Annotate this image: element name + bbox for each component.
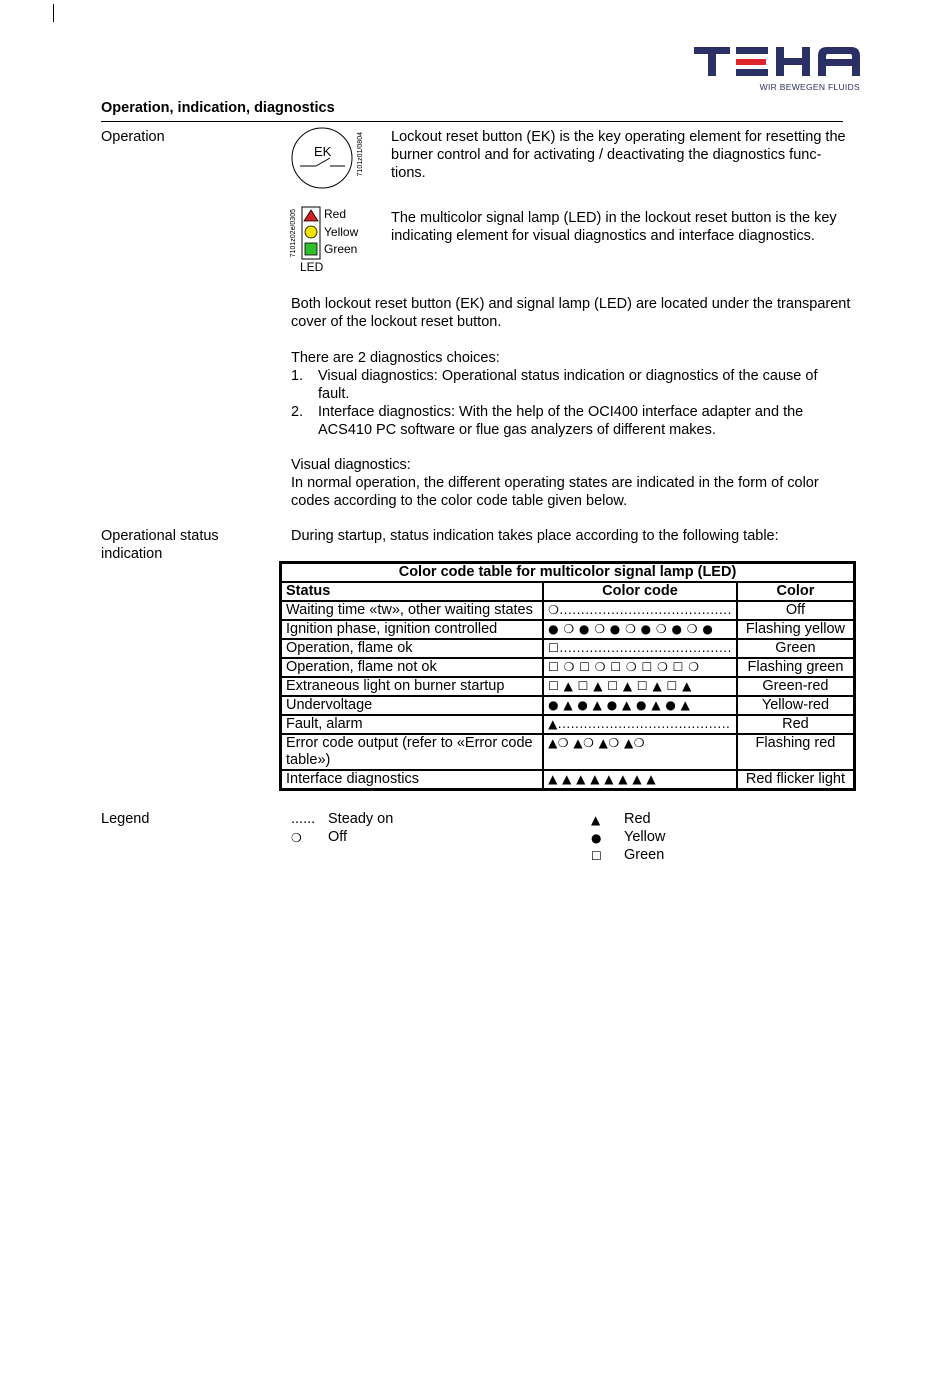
cell-status: Ignition phase, ignition controlled <box>281 620 543 639</box>
text-line: Visual diagnostics: Operational status indication or diagnostics of the cause of <box>318 368 818 384</box>
logo-tagline: WIR BEWEGEN FLUIDS <box>759 82 860 92</box>
text-line: Error code output (refer to «Error code <box>286 735 533 751</box>
cell-status: Waiting time «tw», other waiting states <box>281 601 543 620</box>
square-icon: ☐ <box>591 849 602 863</box>
table-row <box>281 715 854 734</box>
triangle-icon: ▲ <box>591 813 601 827</box>
led-description <box>391 209 846 245</box>
cell-status <box>281 734 543 770</box>
table-row <box>281 620 854 639</box>
choices-list <box>291 367 851 439</box>
legend-text: Steady on <box>328 811 394 827</box>
legend-text: Yellow <box>624 829 666 845</box>
teha-logo <box>694 44 862 94</box>
list-number: 1. <box>291 368 304 384</box>
table-row <box>281 734 854 770</box>
color-code-table <box>279 561 856 791</box>
ek-label: EK <box>314 144 332 159</box>
table-row <box>281 639 854 658</box>
text-line: indication <box>101 546 163 562</box>
cell-status: Operation, flame ok <box>281 639 543 658</box>
cell-color: Flashing yellow <box>737 620 854 639</box>
legend-text: Red <box>624 811 651 827</box>
text-line: Interface diagnostics: With the help of the OCI400 interface adapter and the <box>318 404 804 420</box>
cell-color: Yellow-red <box>737 696 854 715</box>
legend-text: Off <box>328 829 348 845</box>
cell-code: ▲❍ ▲❍ ▲❍ ▲❍ <box>543 734 737 770</box>
operation-label: Operation <box>101 129 165 145</box>
text-line: codes according to the color code table given below. <box>291 493 628 509</box>
cell-code: ● ❍ ● ❍ ● ❍ ● ❍ ● ❍ ● <box>543 620 737 639</box>
led-green-label: Green <box>324 242 358 256</box>
section-rule <box>101 121 843 122</box>
text-line: burner control and for activating / deactivating the diagnostics func- <box>391 147 822 163</box>
cell-color: Red flicker light <box>737 770 854 789</box>
table-row <box>281 677 854 696</box>
text-line: fault. <box>318 386 350 402</box>
section-title: Operation, indication, diagnostics <box>101 100 335 116</box>
legend-label: Legend <box>101 811 150 827</box>
table-header-row <box>281 582 854 601</box>
cell-status: Fault, alarm <box>281 715 543 734</box>
header-status: Status <box>281 582 543 601</box>
off-icon: ❍ <box>291 831 302 845</box>
cell-code: ● ▲ ● ▲ ● ▲ ● ▲ ● ▲ <box>543 696 737 715</box>
corner-mark <box>53 4 54 22</box>
dot-icon: ● <box>591 831 602 845</box>
ek-description <box>391 128 846 182</box>
cell-code: ☐ ❍ ☐ ❍ ☐ ❍ ☐ ❍ ☐ ❍ <box>543 658 737 677</box>
cell-code: ❍........................................ <box>543 601 737 620</box>
table-title: Color code table for multicolor signal lamp (LED) <box>281 563 854 582</box>
location-paragraph <box>291 295 851 331</box>
cell-status: Operation, flame not ok <box>281 658 543 677</box>
cell-code: ☐ ▲ ☐ ▲ ☐ ▲ ☐ ▲ ☐ ▲ <box>543 677 737 696</box>
led-caption: LED <box>300 260 324 274</box>
table-row <box>281 770 854 789</box>
cell-color: Red <box>737 715 854 734</box>
table-row <box>281 601 854 620</box>
ek-symbol <box>290 126 370 190</box>
status-label <box>101 527 219 563</box>
led-lamp-icon <box>301 206 321 260</box>
text-line: ACS410 PC software or flue gas analyzers of different makes. <box>318 422 716 438</box>
text-line: indicating element for visual diagnostics and interface diagnostics. <box>391 228 815 244</box>
list-item <box>291 367 851 403</box>
cell-status: Extraneous light on burner startup <box>281 677 543 696</box>
table-row <box>281 658 854 677</box>
text-line: tions. <box>391 165 426 181</box>
diagnostics-choices <box>291 349 851 439</box>
cell-color: Flashing red <box>737 734 854 770</box>
led-figure-code: 7101z02e/0305 <box>290 209 297 258</box>
header-color-code: Color code <box>543 582 737 601</box>
cell-color: Green <box>737 639 854 658</box>
status-intro: During startup, status indication takes place according to the following table: <box>291 528 779 544</box>
text-line: Visual diagnostics: <box>291 457 411 473</box>
cell-color: Green-red <box>737 677 854 696</box>
text-line: The multicolor signal lamp (LED) in the lockout reset button is the key <box>391 210 837 226</box>
text-line: Operational status <box>101 528 219 544</box>
cell-code: ▲........................................ <box>543 715 737 734</box>
table-row <box>281 696 854 715</box>
text-line: Both lockout reset button (EK) and signal lamp (LED) are located under the transparent <box>291 296 851 312</box>
list-number: 2. <box>291 404 304 420</box>
cell-color: Flashing green <box>737 658 854 677</box>
cell-color: Off <box>737 601 854 620</box>
cell-code: ☐........................................ <box>543 639 737 658</box>
visual-diagnostics-paragraph <box>291 456 851 510</box>
choices-intro: There are 2 diagnostics choices: <box>291 350 500 366</box>
table-title-row <box>281 563 854 582</box>
teha-logo-mark <box>694 44 862 80</box>
list-item <box>291 403 851 439</box>
led-red-label: Red <box>324 207 347 221</box>
legend-text: Green <box>624 847 665 863</box>
led-yellow-label: Yellow <box>324 225 359 239</box>
text-line: cover of the lockout reset button. <box>291 314 502 330</box>
cell-status: Interface diagnostics <box>281 770 543 789</box>
header-color: Color <box>737 582 854 601</box>
text-line: Lockout reset button (EK) is the key operating element for resetting the <box>391 129 846 145</box>
ek-figure-code: 7101z01/0804 <box>357 132 364 177</box>
led-symbol <box>289 205 369 275</box>
text-line: In normal operation, the different operating states are indicated in the form of color <box>291 475 819 491</box>
legend-symbol: ...... <box>291 811 316 827</box>
cell-status: Undervoltage <box>281 696 543 715</box>
text-line: table») <box>286 752 331 768</box>
cell-code: ▲ ▲ ▲ ▲ ▲ ▲ ▲ ▲ <box>543 770 737 789</box>
